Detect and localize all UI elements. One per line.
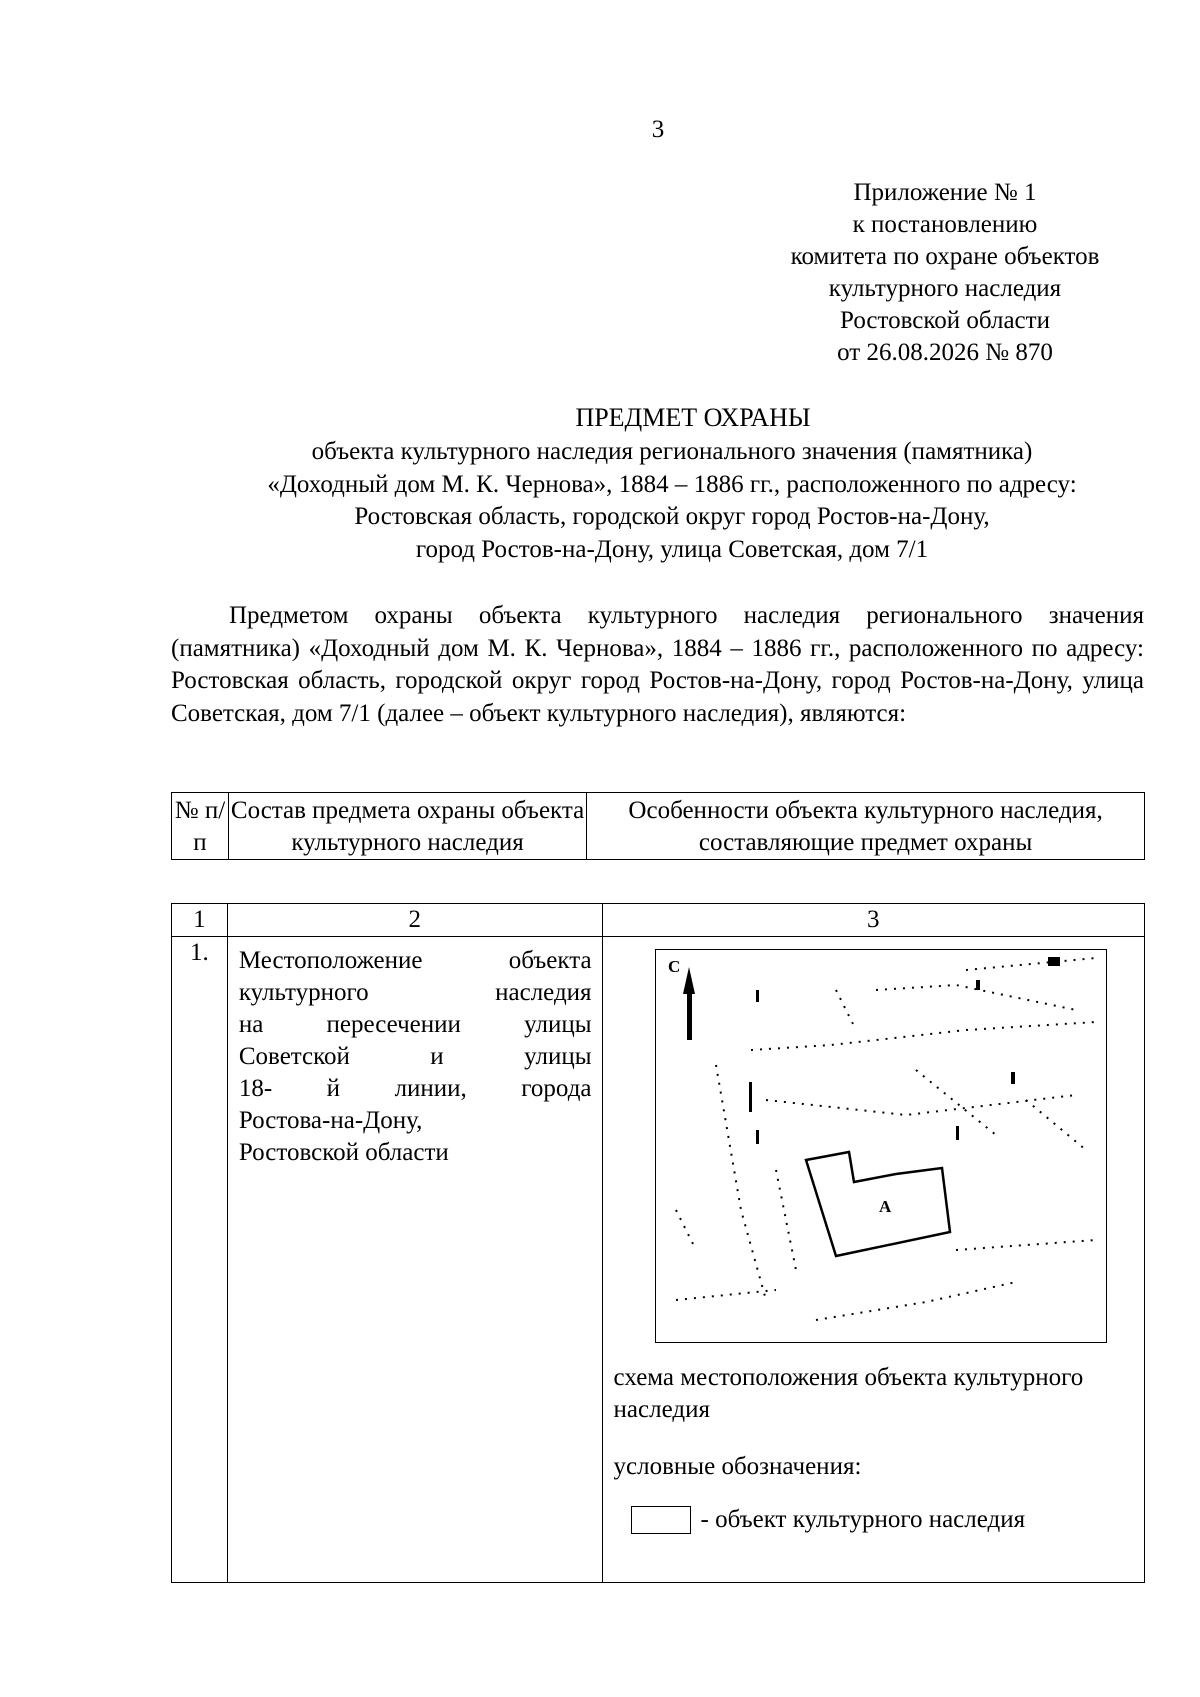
- location-map: [655, 949, 1107, 1343]
- table-row: [172, 937, 1145, 1583]
- header-composition: Состав предмета охраны объекта культурного наследия: [228, 793, 586, 860]
- appendix-line: к постановлению: [852, 211, 1038, 238]
- heritage-building-outline: [806, 1152, 950, 1256]
- subtitle-line: «Доходный дом М. К. Чернова», 1884 – 1886 гг., расположенного по адресу:: [267, 470, 1077, 498]
- composition-line: Советской и улицы: [238, 1043, 592, 1070]
- subtitle-line: город Ростов-на-Дону, улица Советская, дом 7/1: [415, 535, 929, 563]
- north-arrow-icon: [683, 967, 695, 994]
- composition-line: на пересечении улицы: [238, 1011, 592, 1038]
- north-arrow-shaft: [687, 992, 692, 1040]
- subtitle-line: объекта культурного наследия регионального значения (памятника): [311, 438, 1033, 465]
- document-title: ПРЕДМЕТ ОХРАНЫ: [575, 403, 811, 432]
- subtitle-line: Ростовская область, городской округ город Ростов-на-Дону,: [354, 503, 990, 530]
- appendix-block: [735, 177, 1155, 369]
- composition-line: Ростова-на-Дону,: [238, 1107, 423, 1134]
- intro-paragraph: Предметом охраны объекта культурного наследия регионального значения (памятника) «Доходный дом М. К. Чернова», 1884 – 1886 гг., расположенного по адресу: Ростовская область, городской округ город Ростов-на-Дону, город Ростов-на-Дону, улица Советская, дом 7/1 (далее – объект культурного наследия), являются:: [171, 602, 1144, 727]
- composition-line: культурного наследия: [238, 979, 592, 1006]
- header-number: № п/п: [172, 793, 229, 860]
- column-number: 1: [172, 904, 228, 937]
- legend-label: - объект культурного наследия: [700, 1506, 1026, 1533]
- composition-line: 18- й линии, города: [238, 1075, 592, 1102]
- legend-title: условные обозначения:: [613, 1453, 862, 1480]
- header-features: Особенности объекта культурного наследия, составляющие предмет охраны: [587, 793, 1145, 860]
- legend-box-icon: [631, 1506, 691, 1534]
- composition-line: Ростовской области: [238, 1139, 449, 1166]
- header-table: [171, 792, 1145, 860]
- page-number: 3: [651, 116, 665, 143]
- column-number-row: [172, 904, 1145, 937]
- map-small-marks: [749, 957, 1060, 1144]
- appendix-line: культурного наследия: [828, 275, 1062, 302]
- legend-item: [631, 1504, 1026, 1536]
- composition-line: Местоположение объекта: [238, 947, 592, 974]
- street-lines: [676, 958, 1096, 1320]
- appendix-line: комитета по охране объектов: [790, 243, 1100, 270]
- document-subtitle: [172, 436, 1172, 566]
- appendix-line: Приложение № 1: [853, 179, 1037, 206]
- protection-table: [171, 903, 1145, 1583]
- map-building-label: А: [878, 1197, 891, 1216]
- header-row: [172, 793, 1145, 860]
- column-number: 2: [227, 904, 602, 937]
- map-caption: схема местоположения объекта культурного наследия: [613, 1364, 1084, 1423]
- map-north-label: С: [667, 957, 680, 976]
- appendix-line: от 26.08.2026 № 870: [837, 339, 1053, 366]
- row-number: 1.: [172, 937, 228, 1583]
- column-number: 3: [602, 904, 1144, 937]
- appendix-line: Ростовской области: [840, 307, 1050, 334]
- row-composition: [227, 937, 602, 1583]
- map-drawing: [656, 950, 1106, 1342]
- row-features: [602, 937, 1144, 1583]
